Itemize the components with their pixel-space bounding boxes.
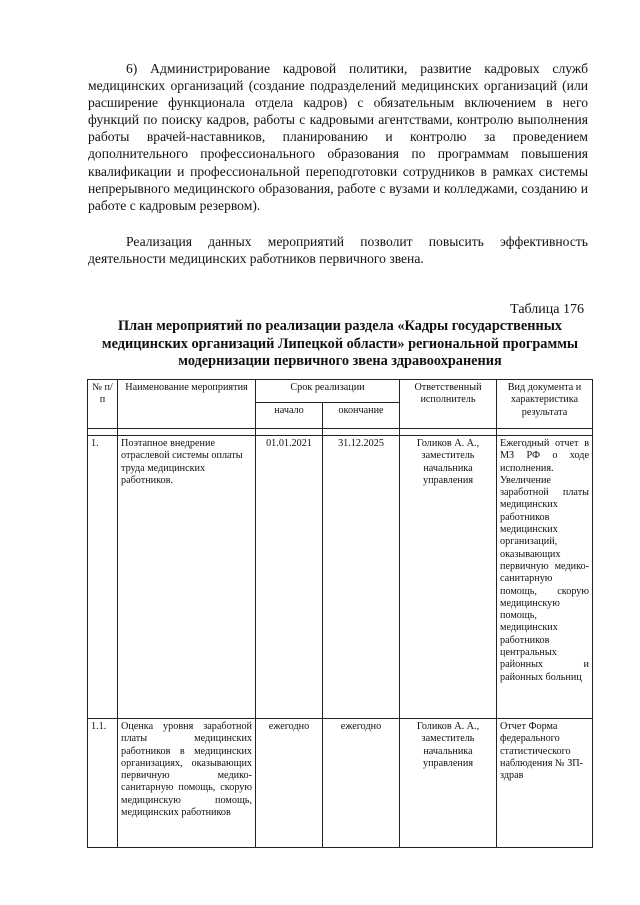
row-responsible: Голиков А. А., заместитель начальника управления [400, 719, 497, 848]
row-name: Поэтапное внедрение отраслевой системы оплаты труда медицинских работников. [118, 436, 256, 719]
row-result: Ежегодный отчет в МЗ РФ о ходе исполнения. Увеличение заработной платы медицинских работников медицинских организаций, оказывающих первичную медико-санитарную помощь, скорую медицинскую помощь, медицинских работников центральных районных и районных больниц [497, 436, 593, 719]
row-result: Отчет Форма федерального статистического наблюдения № ЗП-здрав [497, 719, 593, 848]
table-header-row [88, 380, 593, 403]
header-result: Вид документа и характеристика результата [497, 380, 593, 429]
row-num: 1.1. [88, 719, 118, 848]
header-start: начало [256, 403, 323, 429]
plan-table [87, 379, 593, 848]
header-end: окончание [323, 403, 400, 429]
table-label: Таблица 176 [510, 302, 584, 317]
header-responsible: Ответственный исполнитель [400, 380, 497, 429]
table-row [88, 719, 593, 848]
header-num: № п/п [88, 380, 118, 429]
row-end: ежегодно [323, 719, 400, 848]
header-period: Срок реализации [256, 380, 400, 403]
paragraph-efficiency: Реализация данных мероприятий позволит повысить эффективность деятельности медицинских работников первичного звена. [88, 234, 588, 267]
header-name: Наименование мероприятия [118, 380, 256, 429]
table-title: План мероприятий по реализации раздела «Кадры государственных медицинских организаций Липецкой области» региональной программы модернизации первичного звена здравоохранения [101, 318, 579, 369]
row-start: 01.01.2021 [256, 436, 323, 719]
row-end: 31.12.2025 [323, 436, 400, 719]
paragraph-hr-administration: 6) Администрирование кадровой политики, развитие кадровых служб медицинских организаций (создание подразделений медицинских организаций (или расширение функционала отдела кадров) с обязательным включением в него функций по поиску кадров, работы с кадровыми агентствами, контролю выполнения работы врачей-наставников, планированию и контролю за проведением дополнительного профессионального образования по программам повышения квалификации и профессиональной переподготовки сотрудников в рамках системы непрерывного медицинского образования, работе с вузами и колледжами, созданию и работе с кадровым резервом). [88, 61, 588, 213]
row-start: ежегодно [256, 719, 323, 848]
table-spacer-row [88, 429, 593, 436]
row-num: 1. [88, 436, 118, 719]
table-row [88, 436, 593, 719]
row-responsible: Голиков А. А., заместитель начальника управления [400, 436, 497, 719]
row-name: Оценка уровня заработной платы медицинских работников в медицинских организациях, оказывающих первичную медико-санитарную помощь, скорую медицинскую помощь, медицинских работников [118, 719, 256, 848]
